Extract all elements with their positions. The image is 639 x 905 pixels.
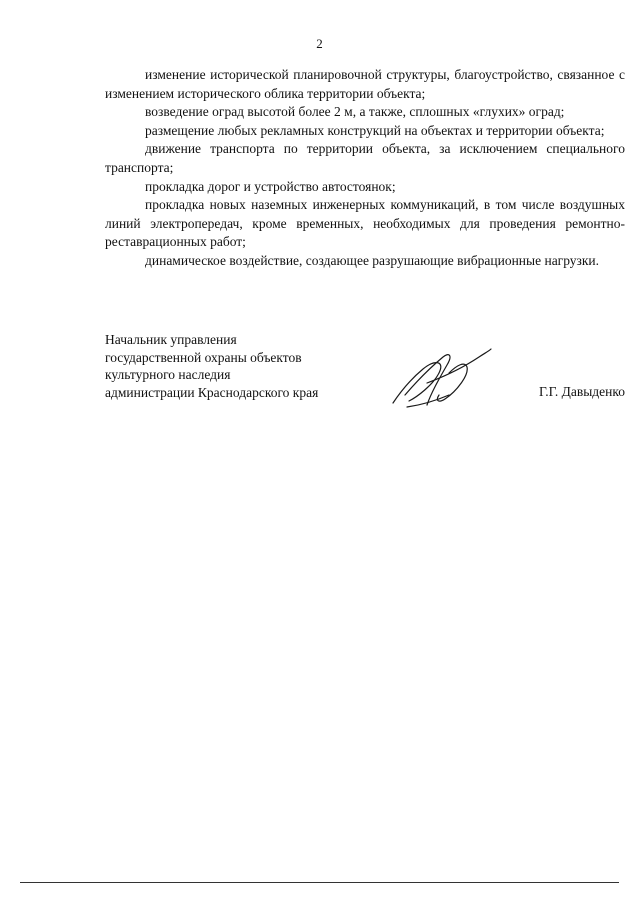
signer-title-line: культурного наследия	[105, 367, 231, 382]
paragraph-transport: движение транспорта по территории объекта, за исключением специального транспорта;	[105, 141, 625, 175]
signature-block	[105, 331, 625, 411]
paragraph-planning-structure: изменение исторической планировочной структуры, благоустройство, связанное с изменением исторического облика территории объекта;	[105, 67, 625, 101]
footer-divider	[20, 882, 619, 883]
paragraph-utilities: прокладка новых наземных инженерных коммуникаций, в том числе воздушных линий электропередач, кроме временных, необходимых для проведения ремонтно-реставрационных работ;	[105, 197, 625, 250]
signer-title-line: государственной охраны объектов	[105, 349, 302, 365]
paragraph-fences: возведение оград высотой более 2 м, а также, сплошных «глухих» оград;	[145, 104, 565, 120]
paragraph-advertising: размещение любых рекламных конструкций на объектах и территории объекта;	[145, 122, 605, 138]
paragraph-vibration: динамическое воздействие, создающее разрушающие вибрационные нагрузки.	[145, 252, 600, 268]
signer-title-line: Начальник управления	[105, 332, 237, 347]
signer-name: Г.Г. Давыденко	[538, 384, 625, 399]
handwritten-signature	[387, 343, 497, 413]
paragraph-roads-parking: прокладка дорог и устройство автостоянок;	[145, 178, 396, 194]
signer-title	[105, 331, 318, 401]
signer-title-line: администрации Краснодарского края	[105, 384, 319, 400]
document-body	[105, 66, 625, 271]
page-number: 2	[316, 36, 323, 51]
